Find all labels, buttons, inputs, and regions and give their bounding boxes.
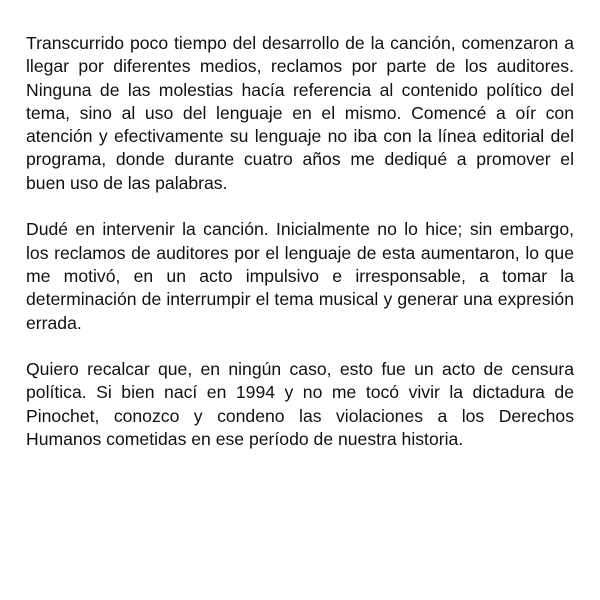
document-body: [26, 32, 574, 451]
paragraph-3: Quiero recalcar que, en ningún caso, esto fue un acto de censura política. Si bien nací en 1994 y no me tocó vivir la dictadura de Pinochet, conozco y condeno las violaciones a los Derechos Humanos cometidas en ese período de nuestra historia.: [26, 359, 574, 450]
paragraph-1: Transcurrido poco tiempo del desarrollo de la canción, comenzaron a llegar por diferentes medios, reclamos por parte de los auditores. Ninguna de las molestias hacía referencia al contenido político del tema, sino al uso del lenguaje en el mismo. Comencé a oír con atención y efectivamente su lenguaje no iba con la línea editorial del programa, donde durante cuatro años me dediqué a promover el buen uso de las palabras.: [26, 33, 574, 193]
paragraph-2: Dudé en intervenir la canción. Inicialmente no lo hice; sin embargo, los reclamos de auditores por el lenguaje de esta aumentaron, lo que me motivó, en un acto impulsivo e irresponsable, a tomar la determinación de interrumpir el tema musical y generar una expresión errada.: [26, 219, 574, 333]
